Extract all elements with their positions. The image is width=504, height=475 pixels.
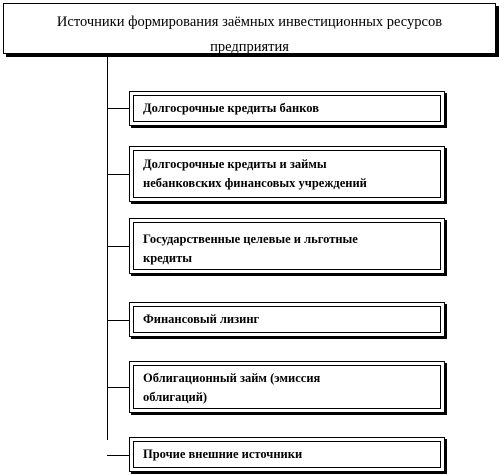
source-label-line-1: Прочие внешние источники [143,447,303,461]
connector-branch-1 [107,108,131,109]
source-label-line-2: кредиты [143,251,192,265]
diagram-title-box [3,3,496,54]
connector-branch-6 [107,455,131,456]
connector-branch-3 [107,246,131,247]
source-label [143,369,436,407]
source-label-line-1: Государственные целевые и льготные [143,232,358,246]
source-label-line-1: Облигационный займ (эмиссия [143,371,321,385]
source-label-line-1: Финансовый лизинг [143,312,260,326]
source-box-other-external [129,437,445,472]
source-label-line-2: облигаций) [143,390,208,404]
source-box-bank-loans [129,91,445,126]
source-label [143,99,436,118]
source-label-line-1: Долгосрочные кредиты банков [143,101,319,115]
source-box-state-credits [129,218,445,274]
connector-branch-2 [107,174,131,175]
source-label [143,445,436,464]
diagram-title-line-2: предприятия [210,39,289,55]
source-label-line-2: небанковских финансовых учреждений [143,176,367,190]
source-box-leasing [129,302,445,337]
connector-trunk [107,57,108,440]
connector-branch-5 [107,387,131,388]
source-box-bond-loan [129,361,445,413]
source-label [143,230,436,268]
source-label-line-1: Долгосрочные кредиты и займы [143,157,327,171]
source-label [143,155,436,193]
source-box-nonbank-loans [129,146,445,202]
diagram-title-line-1: Источники формирования заёмных инвестиционных ресурсов [56,14,443,30]
source-label [143,310,436,329]
diagram-title [24,10,475,60]
connector-branch-4 [107,320,131,321]
